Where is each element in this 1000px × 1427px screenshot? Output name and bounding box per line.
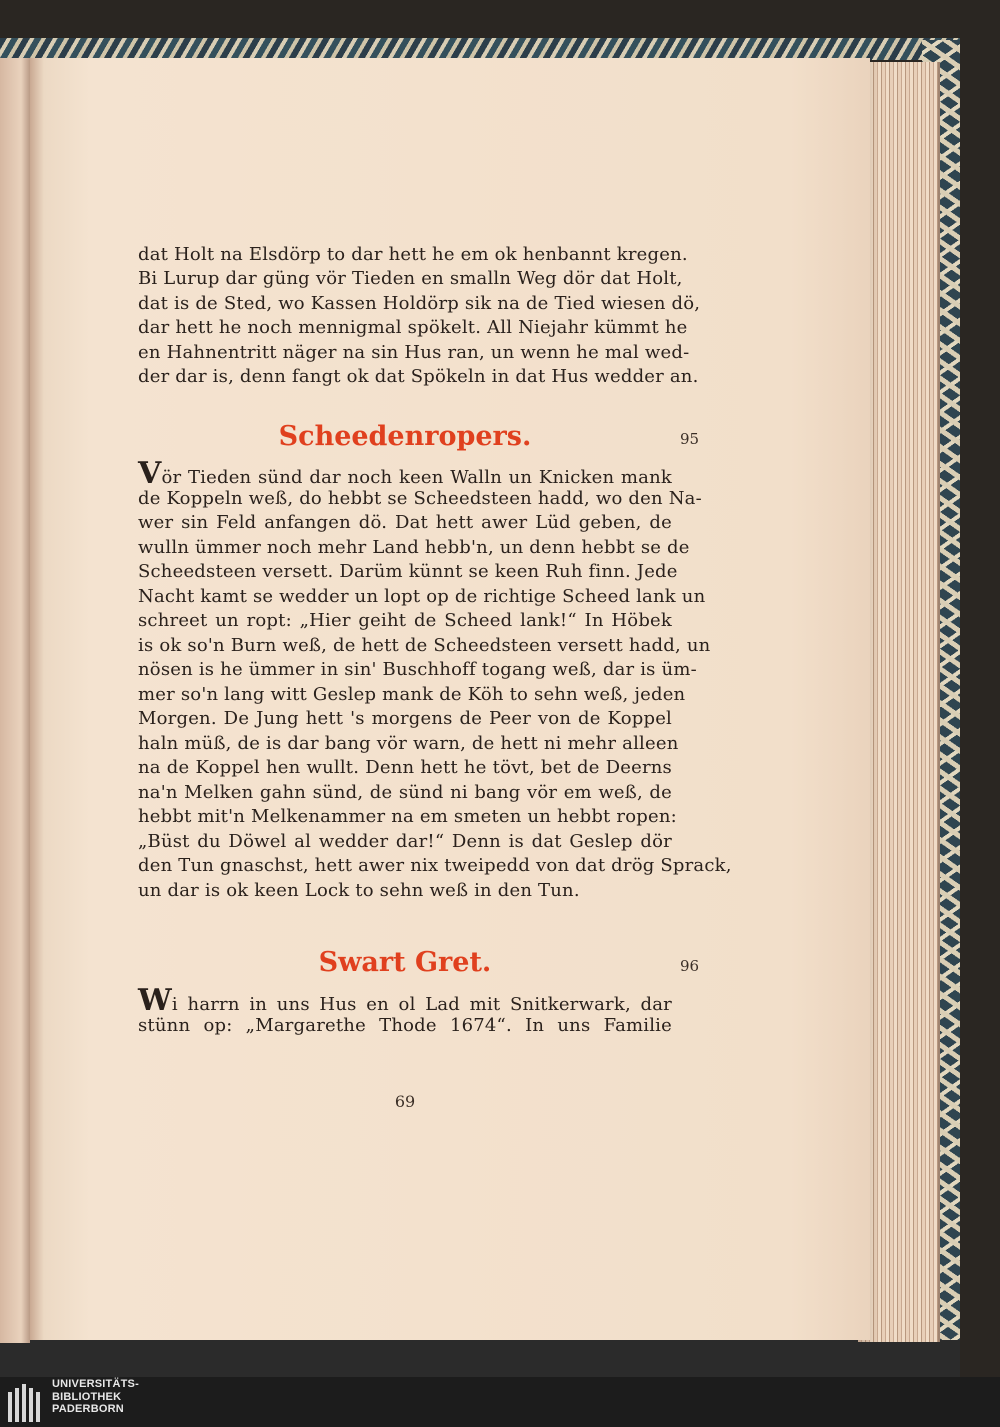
section-heading: Swart Gret. [318, 947, 492, 978]
text-line: Bi Lurup dar güng vör Tieden en smalln Weg dör dat Holt, [138, 268, 683, 289]
text-line: de Koppeln weß, do hebbt se Scheedsteen hadd, wo den Na- [138, 488, 702, 509]
text-line: is ok so'n Burn weß, de hett de Scheedsteen versett hadd, un [138, 635, 711, 656]
text-line: wer sin Feld anfangen dö. Dat hett awer Lüd geben, de [138, 512, 672, 533]
text-line: stünn op: „Margarethe Thode 1674“. In uns Familie [138, 1015, 672, 1036]
text-line: Nacht kamt se wedder un lopt op de richtige Scheed lank un [138, 586, 706, 607]
text-line: mer so'n lang witt Geslep mank de Köh to sehn weß, jeden [138, 684, 686, 705]
book-cover-pattern-top [0, 38, 960, 60]
section-heading: Scheedenropers. [278, 421, 532, 452]
logo-line: BIBLIOTHEK [52, 1390, 122, 1403]
text-line-first [138, 456, 672, 491]
drop-cap: V [138, 456, 162, 491]
margin-number: 95 [680, 430, 700, 448]
text-line: na de Koppel hen wullt. Denn hett he tövt, bet de Deerns [138, 757, 672, 778]
text-line: Morgen. De Jung hett 's morgens de Peer von de Koppel [138, 708, 672, 729]
text-line: wulln ümmer noch mehr Land hebb'n, un denn hebbt se de [138, 537, 690, 558]
page-number: 69 [394, 1092, 416, 1111]
text-line: na'n Melken gahn sünd, de sünd ni bang vör em weß, de [138, 782, 672, 803]
text-line-rest: ör Tieden sünd dar noch keen Walln un Knicken mank [161, 467, 672, 488]
text-line: Scheedsteen versett. Darüm künnt se keen Ruh finn. Jede [138, 561, 678, 582]
book-cover-bottom [0, 1340, 960, 1377]
text-line: dar hett he noch mennigmal spökelt. All Niejahr kümmt he [138, 317, 688, 338]
margin-number: 96 [680, 957, 700, 975]
library-logo-icon [8, 1382, 48, 1422]
logo-line: PADERBORN [52, 1403, 124, 1415]
text-line: nösen is he ümmer in sin' Buschhoff togang weß, dar is üm- [138, 659, 697, 680]
library-footer-bar [0, 1377, 1000, 1427]
library-logo-text [52, 1378, 139, 1416]
text-line-first [138, 983, 672, 1018]
text-line: „Büst du Döwel al wedder dar!“ Denn is dat Geslep dör [138, 831, 672, 852]
text-line: schreet un ropt: „Hier geiht de Scheed lank!“ In Höbek [138, 610, 672, 631]
text-line: dat is de Sted, wo Kassen Holdörp sik na de Tied wiesen dö, [138, 293, 701, 314]
text-line-rest: i harrn in uns Hus en ol Lad mit Snitkerwark, dar [171, 994, 672, 1015]
text-line: haln müß, de is dar bang vör warn, de hett ni mehr alleen [138, 733, 679, 754]
drop-cap: W [138, 983, 172, 1018]
logo-line: UNIVERSITÄTS- [52, 1378, 139, 1390]
text-line: un dar is ok keen Lock to sehn weß in den Tun. [138, 880, 580, 901]
text-line: dat Holt na Elsdörp to dar hett he em ok henbannt kregen. [138, 244, 688, 265]
text-line: hebbt mit'n Melkenammer na em smeten un hebbt ropen: [138, 806, 677, 827]
text-line: en Hahnentritt näger na sin Hus ran, un wenn he mal wed- [138, 342, 690, 363]
text-line: der dar is, denn fangt ok dat Spökeln in dat Hus wedder an. [138, 366, 699, 387]
facing-page-edge [0, 58, 30, 1343]
text-line: den Tun gnaschst, hett awer nix tweipedd von dat drög Sprack, [138, 855, 732, 876]
